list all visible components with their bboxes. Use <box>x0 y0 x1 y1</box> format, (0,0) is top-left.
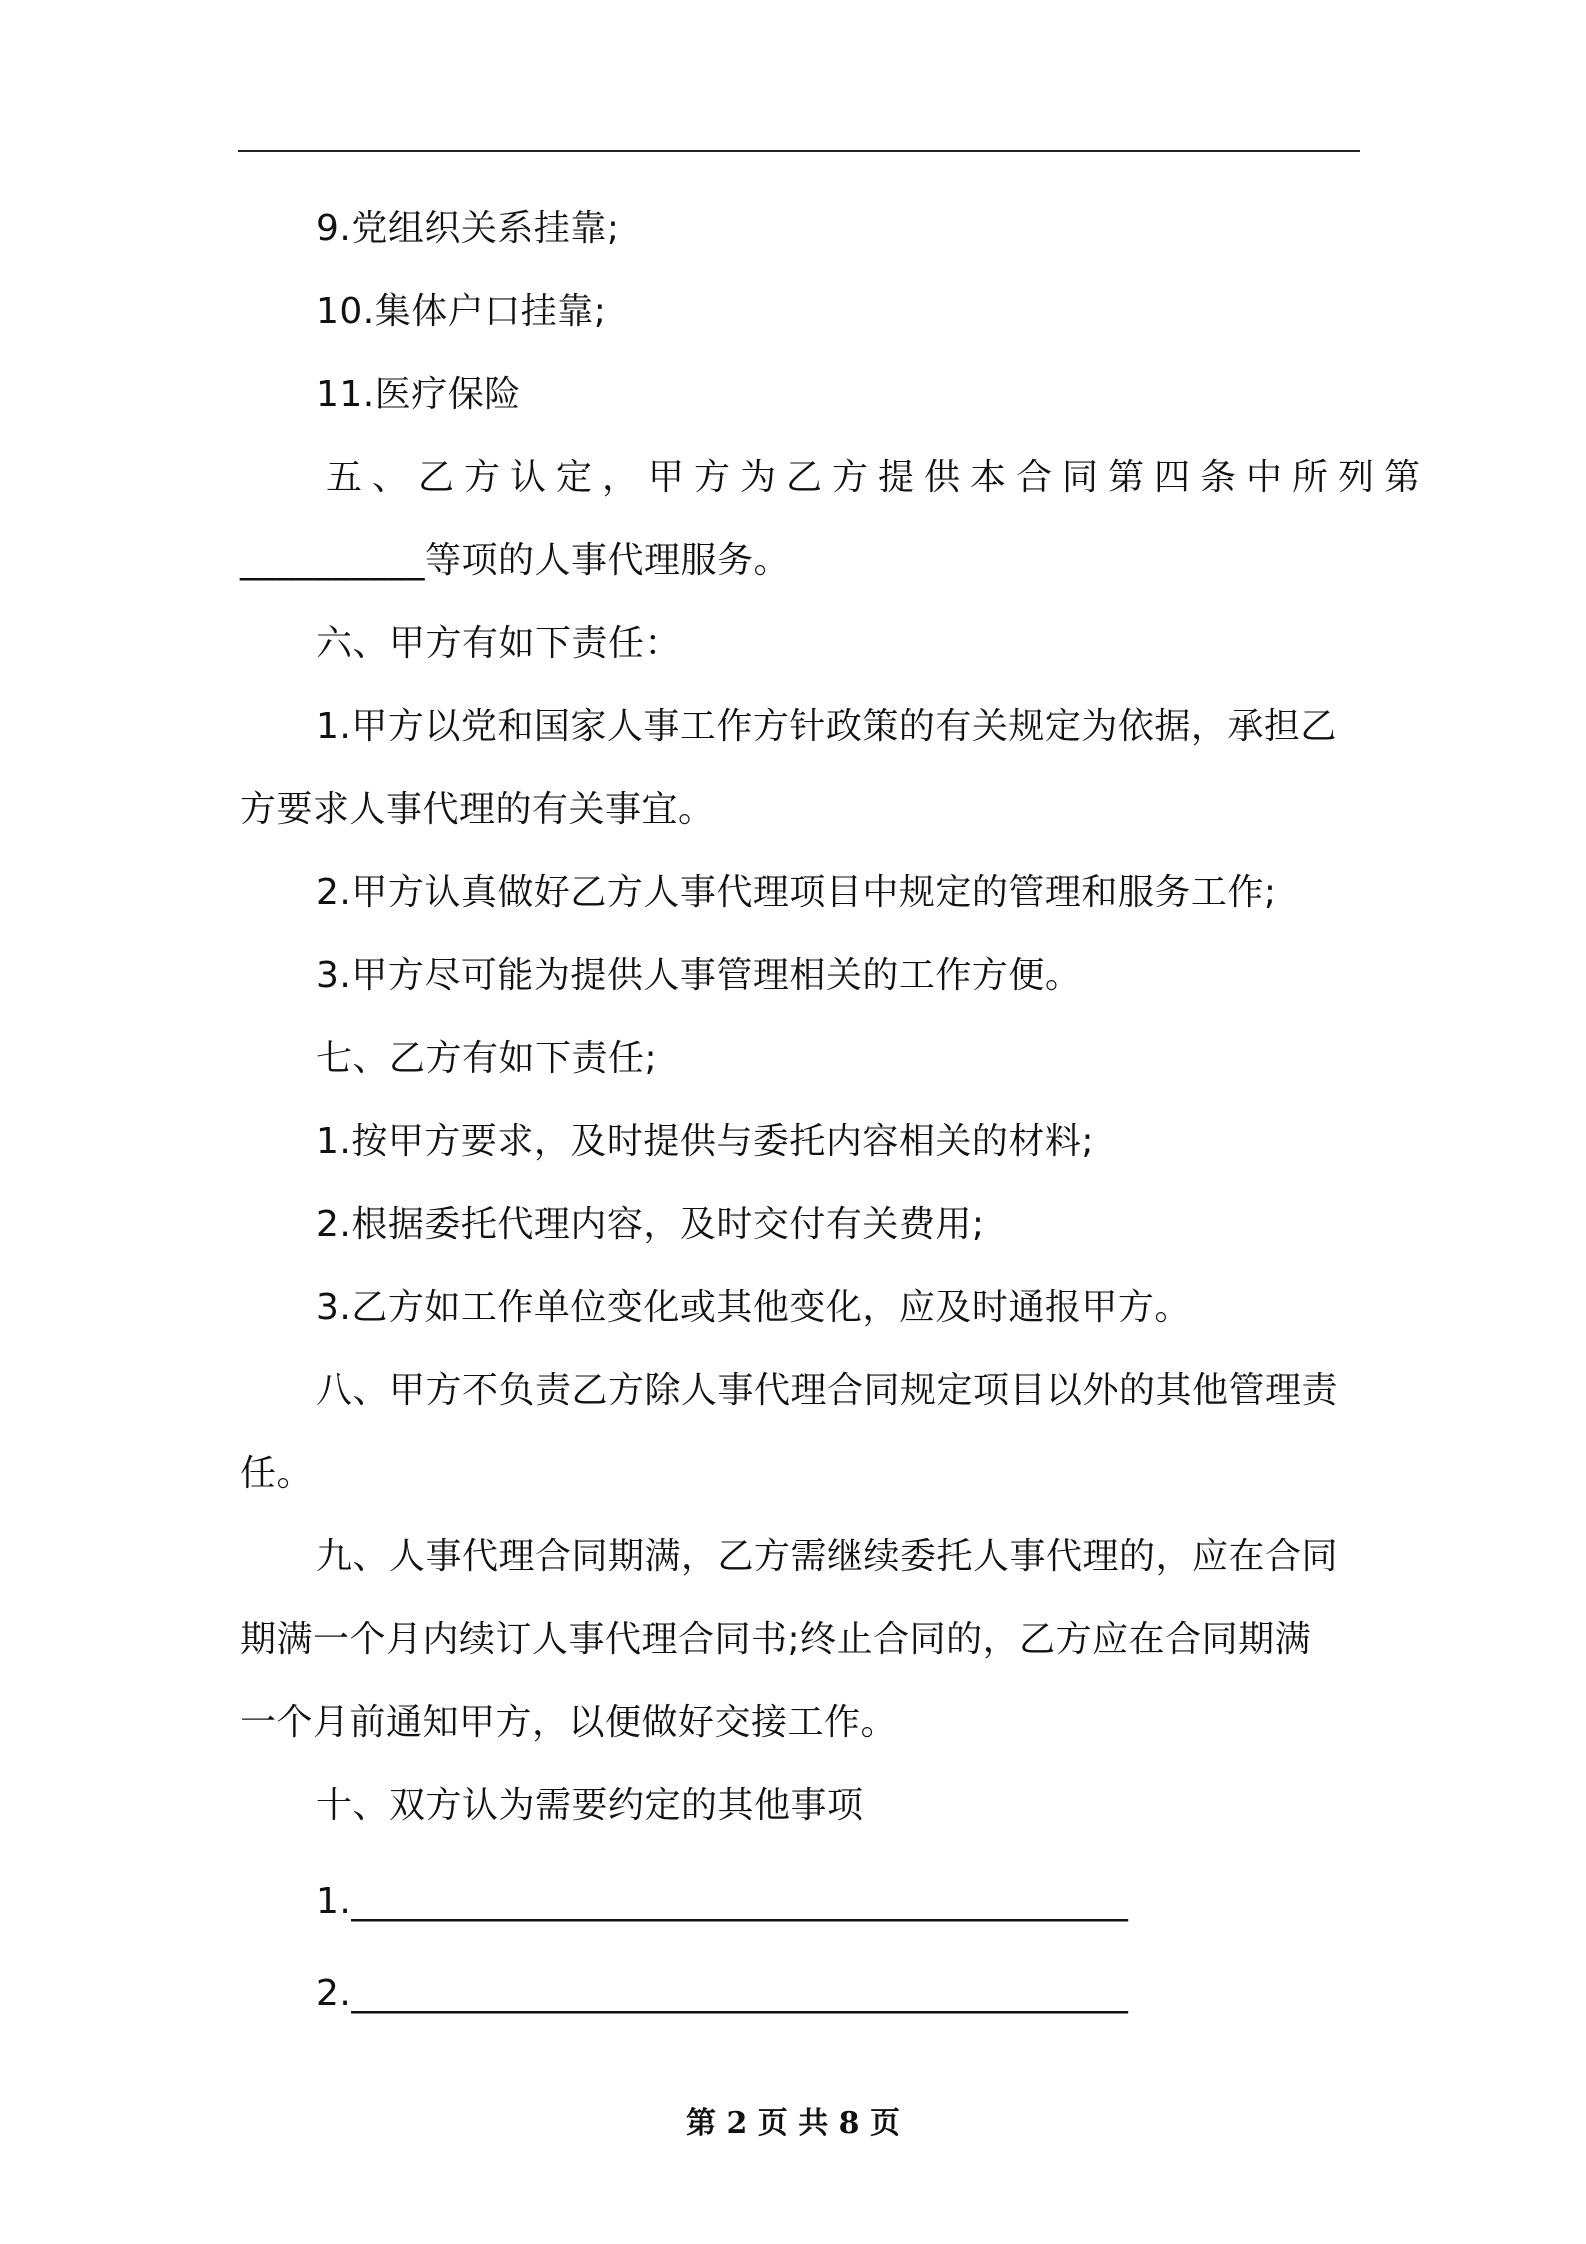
page-number: 第 2 页 共 8 页 <box>686 2106 900 2141</box>
list-item: 1.按甲方要求，及时提供与委托内容相关的材料; <box>316 1121 1094 1162</box>
paragraph-line: 任。 <box>240 1453 314 1494</box>
header-rule <box>238 150 1360 152</box>
clause-heading: 八、甲方不负责乙方除人事代理合同规定项目以外的其他管理责 <box>316 1370 1339 1411</box>
list-item: 9.党组织关系挂靠; <box>316 208 620 249</box>
clause-heading: 十、双方认为需要约定的其他事项 <box>316 1785 864 1826</box>
list-item: 11.医疗保险 <box>316 374 521 415</box>
clause-heading: 九、人事代理合同期满，乙方需继续委托人事代理的，应在合同 <box>316 1536 1339 1577</box>
clause-heading: 六、甲方有如下责任： <box>316 623 682 664</box>
clause-heading: 七、乙方有如下责任; <box>316 1038 658 1079</box>
list-item: 3.甲方尽可能为提供人事管理相关的工作方便。 <box>316 955 1082 996</box>
paragraph-line: 方要求人事代理的有关事宜。 <box>240 789 715 830</box>
paragraph-line: __________等项的人事代理服务。 <box>240 540 791 581</box>
list-item: 3.乙方如工作单位变化或其他变化，应及时通报甲方。 <box>316 1287 1191 1328</box>
blank-field-line: 2.__________________________________________ <box>316 1973 1129 2014</box>
paragraph-line: 期满一个月内续订人事代理合同书;终止合同的，乙方应在合同期满 <box>240 1619 1312 1660</box>
list-item: 2.甲方认真做好乙方人事代理项目中规定的管理和服务工作; <box>316 872 1277 913</box>
list-item: 2.根据委托代理内容，及时交付有关费用; <box>316 1204 985 1245</box>
blank-field-line: 1.__________________________________________ <box>316 1881 1129 1922</box>
list-item: 10.集体户口挂靠; <box>316 291 607 332</box>
paragraph-line: 一个月前通知甲方，以便做好交接工作。 <box>240 1702 898 1743</box>
list-item: 1.甲方以党和国家人事工作方针政策的有关规定为依据，承担乙 <box>316 706 1337 747</box>
clause-heading: 五、乙方认定，甲方为乙方提供本合同第四条中所列第 <box>326 457 1431 498</box>
